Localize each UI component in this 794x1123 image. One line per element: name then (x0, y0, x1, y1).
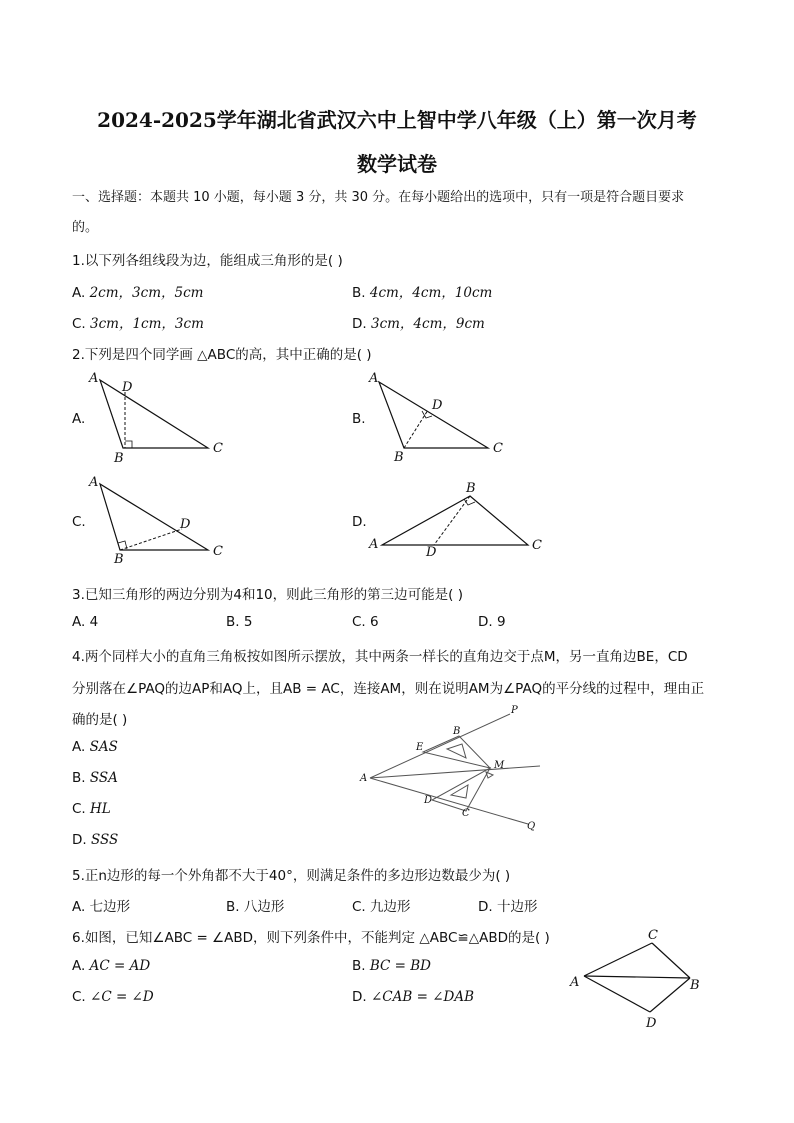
label-B: B (114, 552, 124, 567)
label-C: C (213, 544, 223, 559)
option-label: D. (478, 614, 493, 630)
question-1-stem: 1.以下列各组线段为边，能组成三角形的是( ) (72, 253, 343, 269)
label-D: D (432, 398, 443, 413)
option-label: D. (478, 899, 493, 915)
label-A: A (369, 537, 379, 552)
question-4-line-2: 分别落在∠PAQ的边AP和AQ上，且AB = AC，连接AM，则在说明AM为∠PAQ的平分线的过程中，理由正 (72, 681, 705, 697)
label-C: C (462, 808, 470, 819)
option-label: B. (352, 958, 366, 974)
option-text: 3cm，4cm，9cm (370, 316, 485, 332)
page-title: 2024-2025学年湖北省武汉六中上智中学八年级（上）第一次月考 (97, 108, 697, 132)
option-label: B. (352, 285, 366, 301)
label-A: A (570, 975, 580, 990)
option-label: D. (352, 316, 367, 332)
option-text: 八边形 (243, 899, 285, 915)
option-text: 6 (370, 614, 379, 630)
question-5-stem: 5.正n边形的每一个外角都不大于40°，则满足条件的多边形边数最少为( ) (72, 868, 511, 884)
label-D: D (426, 545, 437, 560)
label-B: B (453, 726, 461, 737)
option-text: AC = AD (89, 958, 151, 974)
question-6-stem: 6.如图，已知∠ABC = ∠ABD，则下列条件中，不能判定 △ABC≌△ABD的是( ) (72, 930, 550, 946)
question-2-stem: 2.下列是四个同学画 △ABC的高，其中正确的是( ) (72, 347, 372, 363)
label-M: M (494, 760, 505, 771)
question-3-stem: 3.已知三角形的两边分别为4和10，则此三角形的第三边可能是( ) (72, 587, 463, 603)
option-text: 5 (243, 614, 253, 630)
option-text: 2cm，3cm，5cm (89, 285, 204, 301)
option-label: C. (352, 614, 366, 630)
option-label: A. (72, 285, 86, 301)
option-text: SAS (89, 739, 118, 755)
q2-option-a-label: A. (72, 411, 86, 427)
option-label: D. (352, 989, 367, 1005)
label-Q: Q (527, 821, 536, 832)
option-text: HL (90, 801, 111, 817)
option-text: ∠C = ∠D (90, 989, 154, 1005)
option-text: 九边形 (370, 899, 411, 915)
page-subtitle: 数学试卷 (357, 152, 437, 176)
option-label: C. (352, 899, 366, 915)
label-P: P (511, 705, 518, 716)
label-A: A (369, 371, 379, 386)
label-E: E (416, 742, 424, 753)
option-text: SSA (89, 770, 118, 786)
option-label: B. (226, 899, 240, 915)
option-label: B. (72, 770, 86, 786)
label-C: C (648, 928, 658, 943)
label-D: D (122, 380, 133, 395)
label-B: B (114, 451, 124, 466)
q2-option-d-label: D. (352, 514, 367, 530)
option-text: 七边形 (89, 899, 131, 915)
q2-option-c-label: C. (72, 514, 86, 530)
option-text: 十边形 (496, 899, 538, 915)
option-label: A. (72, 739, 86, 755)
label-D: D (180, 517, 191, 532)
label-A: A (360, 773, 368, 784)
label-B: B (394, 450, 404, 465)
label-A: A (89, 475, 99, 490)
option-label: A. (72, 899, 86, 915)
question-4-line-3: 确的是( ) (72, 712, 128, 728)
label-B: B (466, 481, 476, 496)
label-C: C (493, 441, 503, 456)
section-instructions: 一、选择题：本题共 10 小题，每小题 3 分，共 30 分。在每小题给出的选项中，只有一项是符合题目要求 (72, 190, 685, 205)
option-text: 9 (496, 614, 506, 630)
option-text: SSS (90, 832, 119, 848)
option-label: B. (226, 614, 240, 630)
label-A: A (89, 371, 99, 386)
question-4-line-1: 4.两个同样大小的直角三角板按如图所示摆放，其中两条一样长的直角边交于点M，另一直角边BE，CD (72, 649, 688, 665)
label-B: B (690, 978, 700, 993)
section-instructions-cont: 的。 (72, 220, 99, 235)
q2-option-b-label: B. (352, 411, 366, 427)
option-label: A. (72, 958, 86, 974)
option-text: ∠CAB = ∠DAB (370, 989, 474, 1005)
option-text: 3cm，1cm，3cm (90, 316, 204, 332)
option-text: BC = BD (369, 958, 431, 974)
label-D: D (424, 795, 433, 806)
label-C: C (532, 538, 542, 553)
option-label: C. (72, 801, 86, 817)
option-label: A. (72, 614, 86, 630)
label-C: C (213, 441, 223, 456)
option-text: 4 (89, 614, 99, 630)
option-label: C. (72, 989, 86, 1005)
label-D: D (646, 1016, 657, 1031)
option-label: D. (72, 832, 87, 848)
option-text: 4cm，4cm，10cm (369, 285, 493, 301)
option-label: C. (72, 316, 86, 332)
